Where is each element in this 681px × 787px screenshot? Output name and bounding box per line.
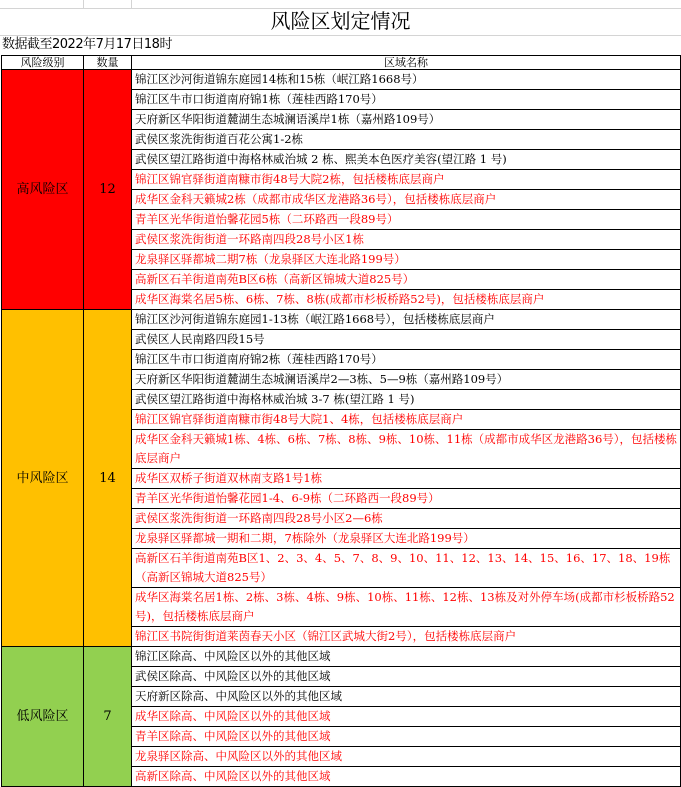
area-name-cell: 成华区双桥子街道双林南支路1号1栋 bbox=[132, 469, 681, 489]
area-name-cell: 锦江区沙河街道锦东庭园14栋和15栋（岷江路1668号） bbox=[132, 70, 681, 90]
area-name-cell: 成华区海棠名居1栋、2栋、3栋、4栋、9栋、10栋、11栋、12栋、13栋及对外停车场(成都市杉板桥路52号)，包括楼栋底层商户 bbox=[132, 588, 681, 627]
table-header-row bbox=[2, 56, 681, 70]
area-name-cell: 龙泉驿区驿都城二期7栋（龙泉驿区大连北路199号） bbox=[132, 250, 681, 270]
header-level: 风险级别 bbox=[2, 56, 84, 70]
area-name-cell: 青羊区光华街道怡馨花园1-4、6-9栋（二环路西一段89号） bbox=[132, 489, 681, 509]
area-name-cell: 锦江区锦官驿街道南糠市街48号大院1、4栋，包括楼栋底层商户 bbox=[132, 410, 681, 430]
risk-level-cell: 高风险区 bbox=[2, 70, 84, 310]
area-name-cell: 锦江区牛市口街道南府锦1栋（莲桂西路170号） bbox=[132, 90, 681, 110]
risk-count-cell: 7 bbox=[84, 647, 132, 787]
area-name-cell: 武侯区望江路街道中海格林威治城 2 栋、熙美本色医疗美容(望江路 1 号) bbox=[132, 150, 681, 170]
area-name-cell: 武侯区望江路街道中海格林威治城 3-7 栋(望江路 1 号) bbox=[132, 390, 681, 410]
area-name-cell: 龙泉驿区驿都城一期和二期，7栋除外（龙泉驿区大连北路199号） bbox=[132, 529, 681, 549]
header-area: 区域名称 bbox=[132, 56, 681, 70]
area-name-cell: 武侯区除高、中风险区以外的其他区域 bbox=[132, 667, 681, 687]
area-name-cell: 天府新区除高、中风险区以外的其他区域 bbox=[132, 687, 681, 707]
area-name-cell: 武侯区浆洗街街道一环路南四段28号小区1栋 bbox=[132, 230, 681, 250]
area-name-cell: 高新区石羊街道南苑B区6栋（高新区锦城大道825号） bbox=[132, 270, 681, 290]
header-count: 数量 bbox=[84, 56, 132, 70]
area-name-cell: 武侯区人民南路四段15号 bbox=[132, 330, 681, 350]
risk-level-cell: 低风险区 bbox=[2, 647, 84, 787]
area-name-cell: 成华区金科天籁城2栋（成都市成华区龙港路36号），包括楼栋底层商户 bbox=[132, 190, 681, 210]
area-name-cell: 天府新区华阳街道麓湖生态城澜语溪岸1栋（嘉州路109号） bbox=[132, 110, 681, 130]
area-name-cell: 天府新区华阳街道麓湖生态城澜语溪岸2—3栋、5—9栋（嘉州路109号） bbox=[132, 370, 681, 390]
date-note: 数据截至2022年7月17日18时 bbox=[2, 37, 172, 52]
area-name-cell: 高新区除高、中风险区以外的其他区域 bbox=[132, 767, 681, 787]
area-name-cell: 武侯区浆洗街街道百花公寓1-2栋 bbox=[132, 130, 681, 150]
area-name-cell: 高新区石羊街道南苑B区1、2、3、4、5、7、8、9、10、11、12、13、14、15、16、17、18、19栋（高新区锦城大道825号） bbox=[132, 549, 681, 588]
page-title: 风险区划定情况 bbox=[0, 8, 681, 36]
table-row bbox=[2, 70, 681, 90]
table-row bbox=[2, 310, 681, 330]
area-name-cell: 锦江区除高、中风险区以外的其他区域 bbox=[132, 647, 681, 667]
area-name-cell: 成华区除高、中风险区以外的其他区域 bbox=[132, 707, 681, 727]
area-name-cell: 锦江区牛市口街道南府锦2栋（莲桂西路170号） bbox=[132, 350, 681, 370]
risk-level-cell: 中风险区 bbox=[2, 310, 84, 647]
area-name-cell: 武侯区浆洗街街道一环路南四段28号小区2—6栋 bbox=[132, 509, 681, 529]
table-row bbox=[2, 647, 681, 667]
area-name-cell: 锦江区书院街街道莱茵春天小区（锦江区武城大街2号），包括楼栋底层商户 bbox=[132, 627, 681, 647]
area-name-cell: 锦江区沙河街道锦东庭园1-13栋（岷江路1668号），包括楼栋底层商户 bbox=[132, 310, 681, 330]
area-name-cell: 青羊区光华街道怡馨花园5栋（二环路西一段89号） bbox=[132, 210, 681, 230]
area-name-cell: 成华区海棠名居5栋、6栋、7栋、8栋(成都市杉板桥路52号)，包括楼栋底层商户 bbox=[132, 290, 681, 310]
risk-count-cell: 14 bbox=[84, 310, 132, 647]
risk-area-table bbox=[1, 55, 681, 787]
area-name-cell: 青羊区除高、中风险区以外的其他区域 bbox=[132, 727, 681, 747]
area-name-cell: 成华区金科天籁城1栋、4栋、6栋、7栋、8栋、9栋、10栋、11栋（成都市成华区龙港路36号），包括楼栋底层商户 bbox=[132, 430, 681, 469]
risk-count-cell: 12 bbox=[84, 70, 132, 310]
area-name-cell: 锦江区锦官驿街道南糠市街48号大院2栋，包括楼栋底层商户 bbox=[132, 170, 681, 190]
area-name-cell: 龙泉驿区除高、中风险区以外的其他区域 bbox=[132, 747, 681, 767]
